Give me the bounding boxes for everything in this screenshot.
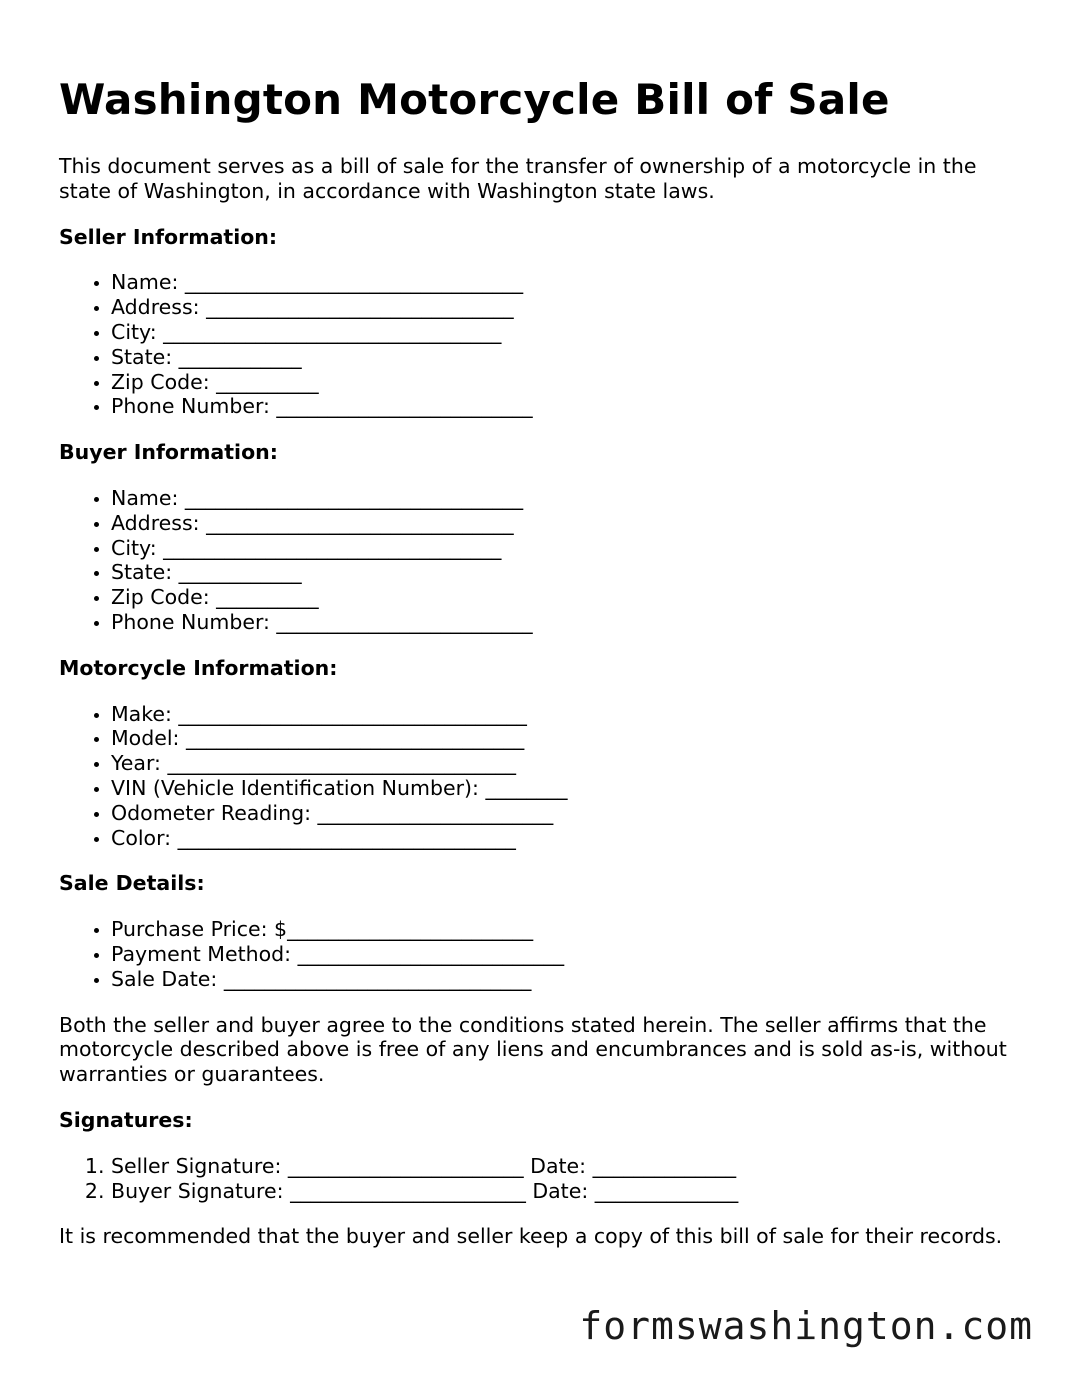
buyer-list — [59, 486, 1019, 635]
motorcycle-model-field: • Model: _________________________________ — [111, 726, 1019, 751]
agreement-paragraph: Both the seller and buyer agree to the conditions stated herein. The seller affirms that the motorcycle described above is free of any liens and encumbrances and is sold as-is, without warranties or guarantees. — [59, 1012, 1007, 1087]
sale-heading: Sale Details: — [59, 871, 205, 896]
intro-paragraph: This document serves as a bill of sale for the transfer of ownership of a motorcycle in the state of Washington, in accordance with Washington state laws. — [59, 154, 977, 203]
watermark-logo: formswashington.com — [579, 1304, 1033, 1348]
buyer-state-field: • State: ____________ — [111, 560, 1019, 585]
buyer-signature-line: 2. Buyer Signature: _______________________ Date: ______________ — [111, 1179, 1019, 1204]
signatures-heading: Signatures: — [59, 1107, 193, 1132]
seller-phone-field: • Phone Number: _________________________ — [111, 394, 1019, 419]
motorcycle-heading: Motorcycle Information: — [59, 655, 338, 680]
seller-address-field: • Address: ______________________________ — [111, 295, 1019, 320]
seller-signature-line: 1. Seller Signature: _______________________ Date: ______________ — [111, 1154, 1019, 1179]
signatures-list — [59, 1154, 1019, 1204]
sale-price-field: • Purchase Price: $________________________ — [111, 917, 1019, 942]
seller-state-field: • State: ____________ — [111, 345, 1019, 370]
motorcycle-list — [59, 702, 1019, 851]
motorcycle-vin-field: • VIN (Vehicle Identification Number): ________ — [111, 776, 1019, 801]
document-title: Washington Motorcycle Bill of Sale — [59, 75, 890, 124]
buyer-zip-field: • Zip Code: __________ — [111, 585, 1019, 610]
buyer-address-field: • Address: ______________________________ — [111, 511, 1019, 536]
seller-heading: Seller Information: — [59, 224, 278, 249]
buyer-heading: Buyer Information: — [59, 440, 278, 465]
motorcycle-odometer-field: • Odometer Reading: _______________________ — [111, 801, 1019, 826]
sale-date-field: • Sale Date: ______________________________ — [111, 967, 1019, 992]
buyer-city-field: • City: _________________________________ — [111, 536, 1019, 561]
motorcycle-year-field: • Year: __________________________________ — [111, 751, 1019, 776]
motorcycle-make-field: • Make: __________________________________ — [111, 702, 1019, 727]
buyer-name-field: • Name: _________________________________ — [111, 486, 1019, 511]
motorcycle-color-field: • Color: _________________________________ — [111, 826, 1019, 851]
sale-payment-field: • Payment Method: __________________________ — [111, 942, 1019, 967]
closing-paragraph: It is recommended that the buyer and seller keep a copy of this bill of sale for their records. — [59, 1224, 1003, 1249]
seller-list — [59, 270, 1019, 419]
seller-zip-field: • Zip Code: __________ — [111, 370, 1019, 395]
buyer-phone-field: • Phone Number: _________________________ — [111, 610, 1019, 635]
seller-city-field: • City: _________________________________ — [111, 320, 1019, 345]
document-page — [59, 68, 1019, 1270]
seller-name-field: • Name: _________________________________ — [111, 270, 1019, 295]
sale-list — [59, 917, 1019, 991]
